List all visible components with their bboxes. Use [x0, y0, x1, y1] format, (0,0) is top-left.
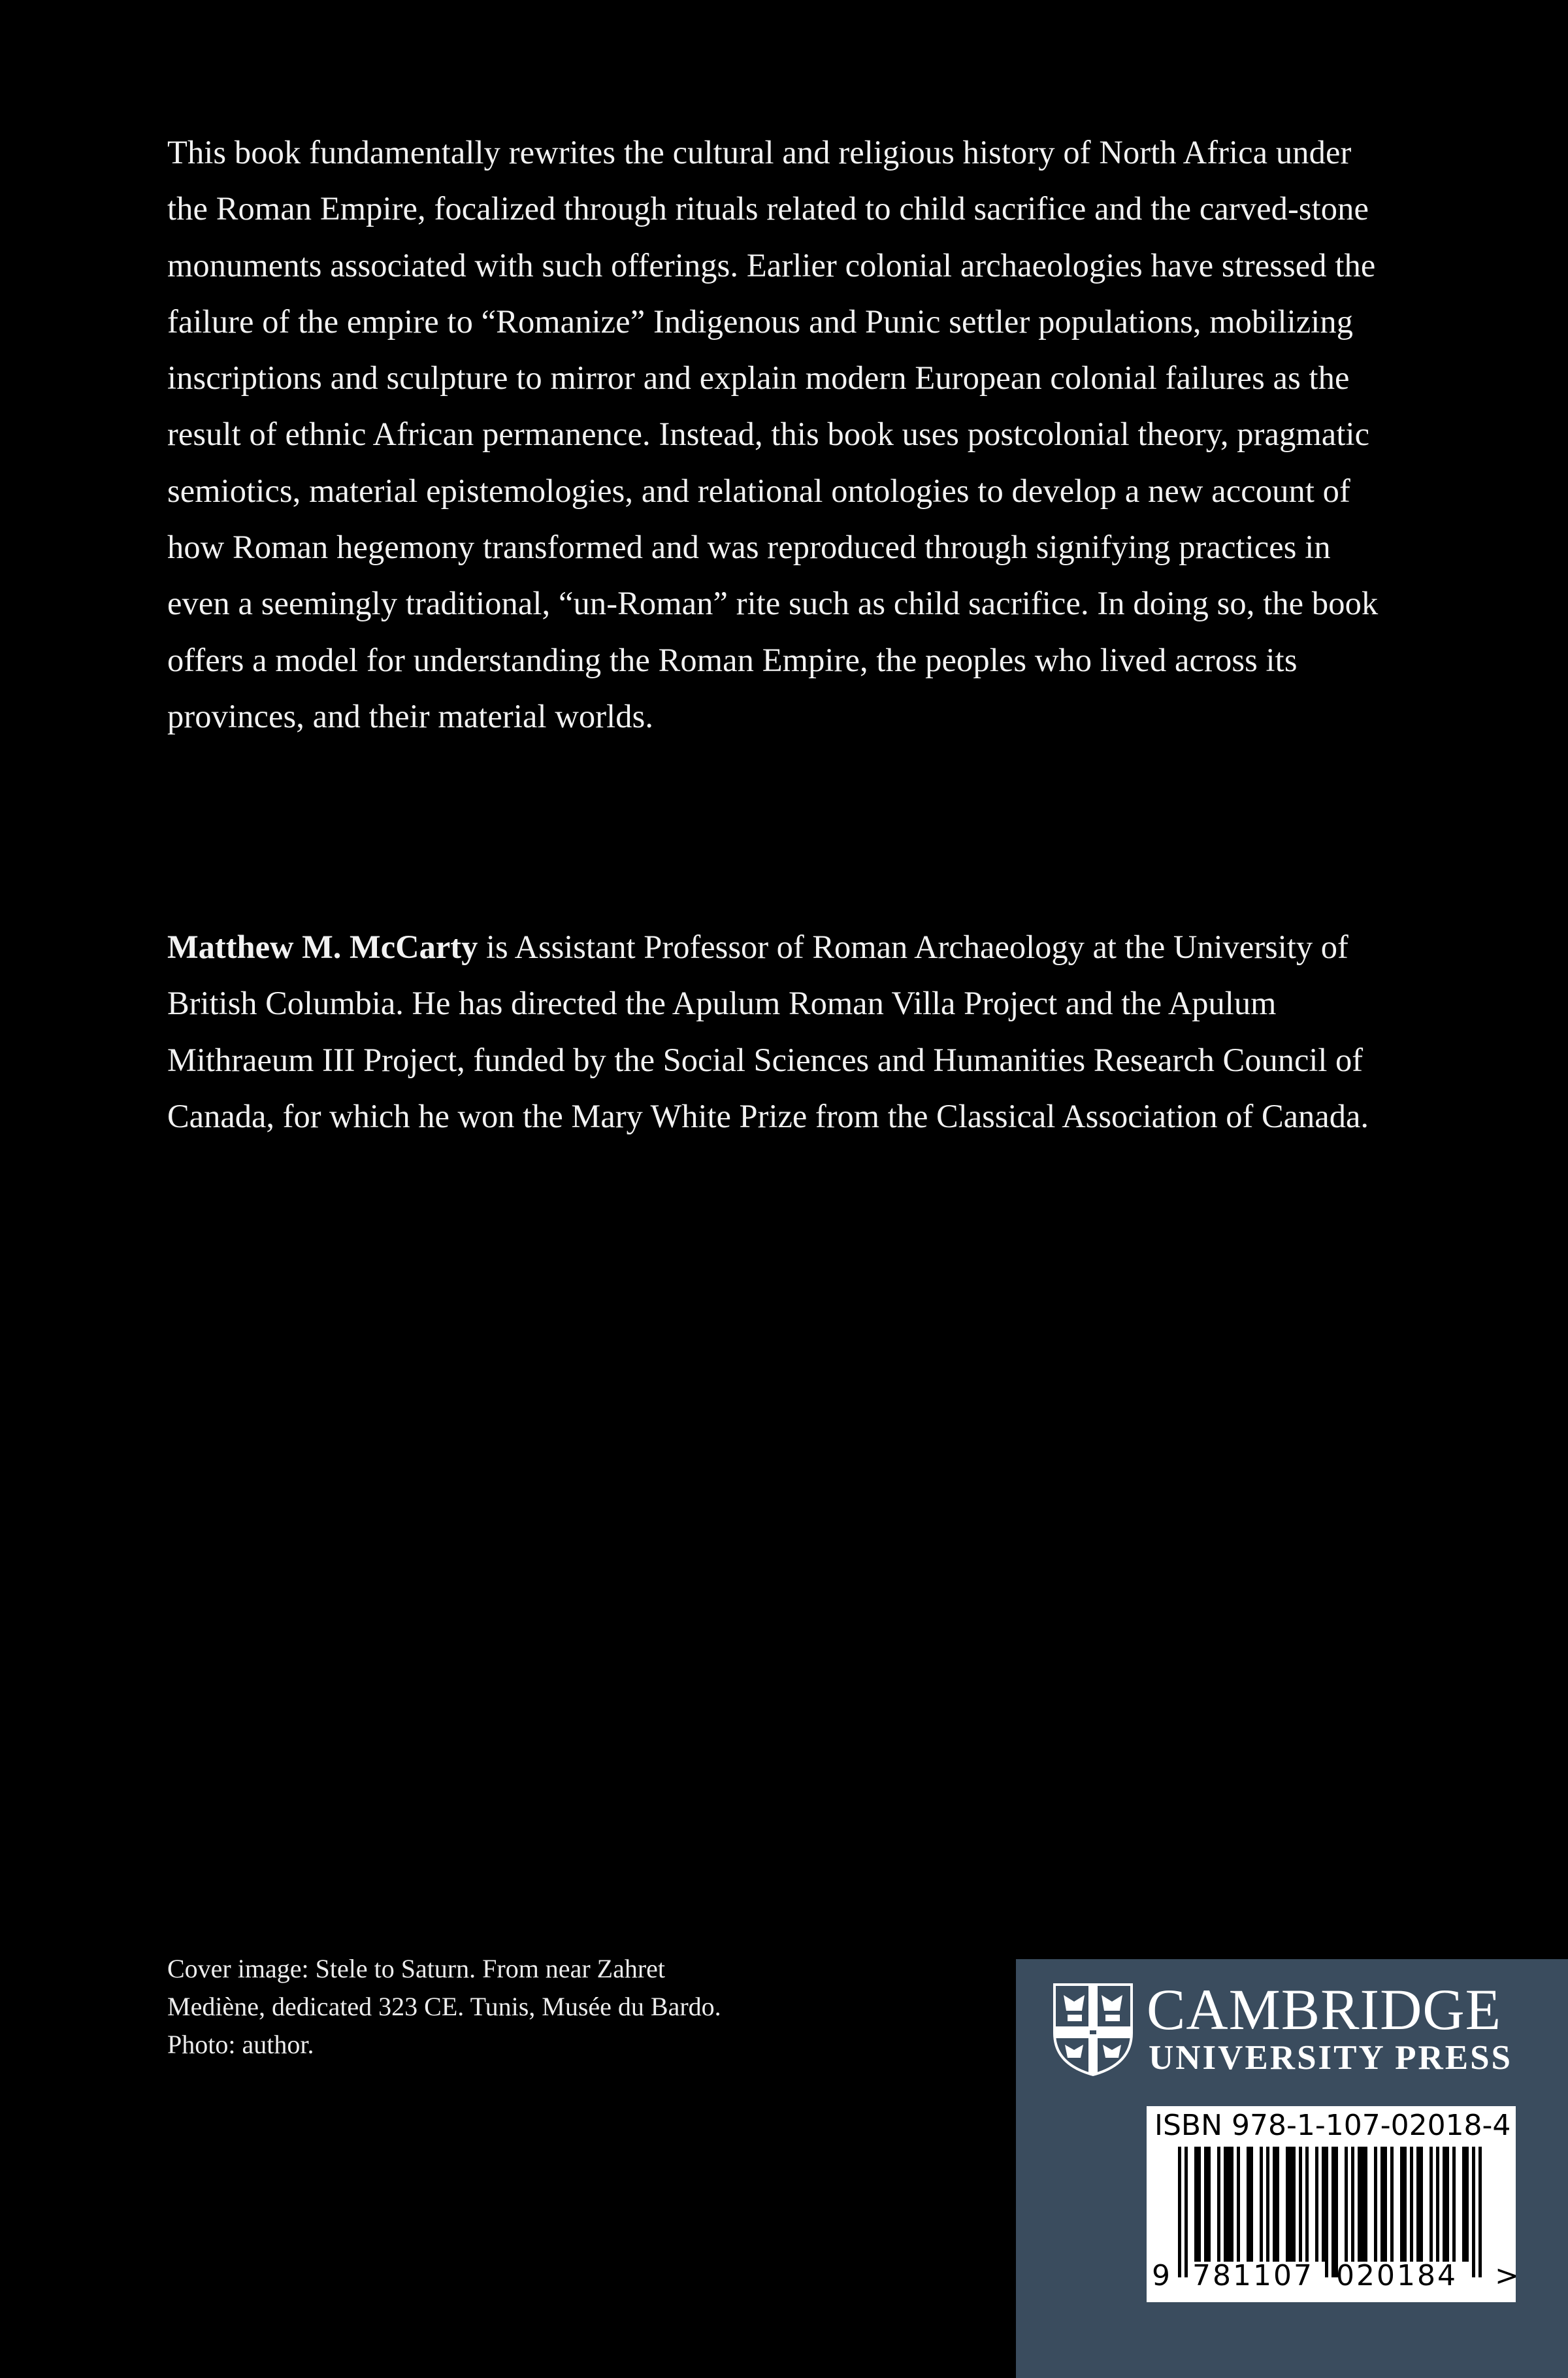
barcode-bar: [1204, 2147, 1207, 2262]
barcode-bar: [1358, 2147, 1361, 2262]
barcode-bar: [1351, 2147, 1354, 2262]
barcode-bar: [1292, 2147, 1296, 2262]
barcode-bar: [1237, 2147, 1240, 2262]
barcode-bar: [1305, 2147, 1309, 2262]
barcode-bar: [1364, 2147, 1367, 2262]
barcode-bar: [1289, 2147, 1292, 2262]
isbn-barcode: [1147, 2106, 1519, 2302]
barcode-bar: [1410, 2147, 1413, 2262]
barcode-bar: [1273, 2147, 1276, 2262]
barcode-bar: [1227, 2147, 1230, 2262]
barcode-bar: [1374, 2147, 1377, 2262]
barcode-bar: [1230, 2147, 1233, 2262]
isbn-label: ISBN 978-1-107-02018-4: [1154, 2109, 1511, 2142]
book-description: This book fundamentally rewrites the cultural and religious history of North Africa under the Roman Empire, focalized through rituals related to child sacrifice and the carved-stone monuments associated with such offerings. Earlier colonial archaeologies have stressed the failure of the empire to “Romanize” Indigenous and Punic settler populations, mobilizing inscriptions and sculpture to mirror and explain modern European colonial failures as the result of ethnic African permanence. Instead, this book uses postcolonial theory, pragmatic semiotics, material epistemologies, and relational ontologies to develop a new account of how Roman hegemony transformed and was reproduced through signifying practices in even a seemingly traditional, “un-Roman” rite such as child sacrifice. In doing so, the book offers a model for understanding the Roman Empire, the peoples who lived across its provinces, and their material worlds.: [167, 134, 1379, 735]
barcode-bar: [1250, 2147, 1253, 2262]
barcode-bar: [1207, 2147, 1211, 2262]
barcode-bar: [1217, 2147, 1220, 2262]
barcode-bar: [1429, 2147, 1433, 2262]
barcode-bar: [1276, 2147, 1279, 2262]
barcode-bar: [1322, 2147, 1325, 2262]
barcode-bar: [1472, 2147, 1475, 2277]
publisher-panel: [1016, 1959, 1568, 2378]
barcode-right-digits: 020184: [1336, 2259, 1458, 2292]
barcode-left-digits: 781107: [1192, 2259, 1314, 2292]
publisher-name: CAMBRIDGE: [1147, 1978, 1502, 2042]
barcode-bar: [1260, 2147, 1263, 2262]
barcode-bar: [1452, 2147, 1456, 2262]
barcode-bar: [1390, 2147, 1394, 2262]
barcode-bar: [1331, 2147, 1335, 2277]
barcode-end-mark: >: [1495, 2259, 1519, 2292]
barcode-bar: [1198, 2147, 1201, 2262]
barcode-bar: [1178, 2147, 1181, 2277]
barcode-bar: [1335, 2147, 1338, 2277]
barcode-bar: [1194, 2147, 1198, 2262]
barcode-bar: [1361, 2147, 1364, 2262]
barcode-bar: [1443, 2147, 1446, 2262]
barcode-bar: [1478, 2147, 1482, 2277]
author-bio-text: is Assistant Professor of Roman Archaeology at the University of British Columbia. He has directed the Apulum Roman Villa Project and the Apulum Mithraeum III Project, funded by the Social Sciences and Humanities Research Council of Canada, for which he won the Mary White Prize from the Classical Association of Canada.: [167, 929, 1369, 1134]
barcode-bar: [1420, 2147, 1423, 2262]
author-bio: [167, 919, 1382, 1144]
barcode-bar: [1184, 2147, 1188, 2277]
barcode-bar: [1345, 2147, 1348, 2262]
author-name: Matthew M. McCarty: [167, 929, 478, 965]
barcode-bar: [1266, 2147, 1269, 2262]
barcode-bar: [1416, 2147, 1420, 2262]
barcode-bar: [1462, 2147, 1465, 2262]
cover-image-credit: Cover image: Stele to Saturn. From near Zahret Mediène, dedicated 323 CE. Tunis, Musée du Bardo. Photo: author.: [167, 1954, 721, 2059]
barcode-bar: [1465, 2147, 1469, 2262]
barcode-bar: [1446, 2147, 1449, 2262]
barcode-bar: [1224, 2147, 1227, 2262]
barcode-bar: [1286, 2147, 1289, 2262]
shield-crest-icon: [1052, 1982, 1134, 2077]
barcode-bar: [1400, 2147, 1403, 2262]
barcode-bar: [1380, 2147, 1384, 2262]
barcode-first-digit: 9: [1152, 2259, 1170, 2292]
barcode-bar: [1299, 2147, 1302, 2262]
barcode-bar: [1436, 2147, 1439, 2262]
publisher-subname: UNIVERSITY PRESS: [1149, 2039, 1513, 2077]
barcode-bar: [1384, 2147, 1387, 2262]
barcode-bar: [1403, 2147, 1407, 2262]
barcode-bar: [1315, 2147, 1318, 2262]
barcode-bar: [1247, 2147, 1250, 2262]
barcode-bar: [1325, 2147, 1328, 2277]
